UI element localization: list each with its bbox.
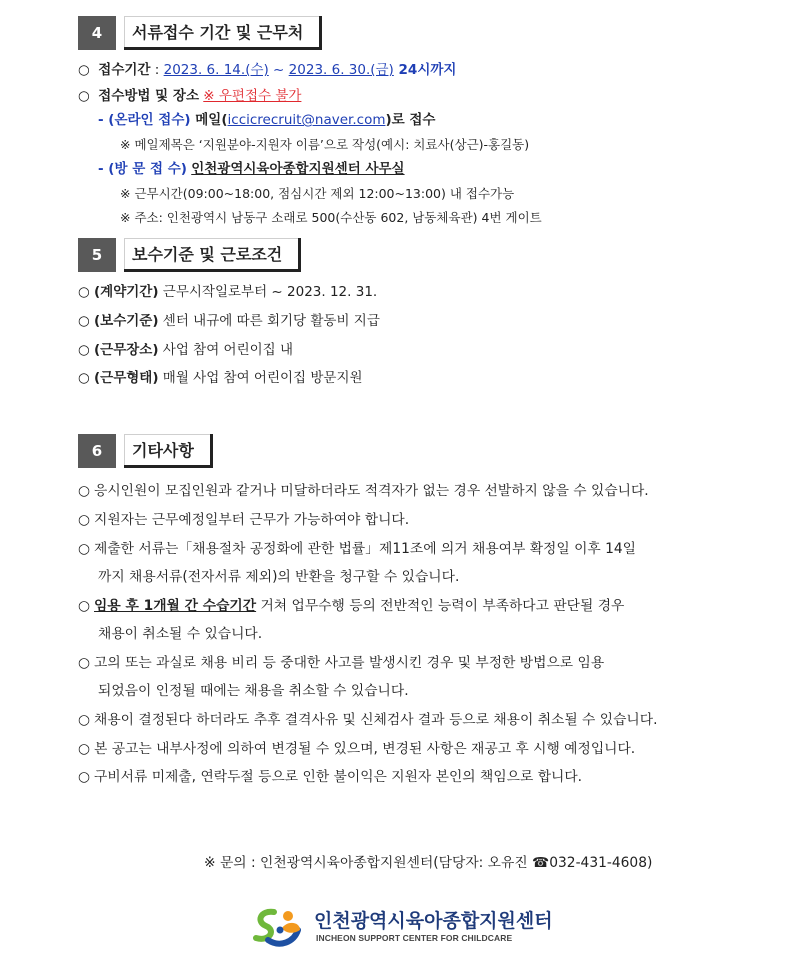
condition-label: (보수기준) bbox=[94, 313, 159, 329]
logo-dot-orange bbox=[283, 911, 293, 921]
period-label: 접수기간 bbox=[98, 62, 151, 78]
logo-name-english: INCHEON SUPPORT CENTER FOR CHILDCARE bbox=[316, 933, 513, 943]
section-number: 4 bbox=[78, 16, 116, 50]
condition-item bbox=[78, 311, 380, 331]
period-end: 2023. 6. 30.(금) bbox=[288, 62, 394, 78]
notice-text: 채용이 결정된다 하더라도 추후 결격사유 및 신체검사 결과 등으로 채용이 취소될 수 있습니다. bbox=[94, 712, 658, 728]
notice-text: 고의 또는 과실로 채용 비리 등 중대한 사고를 발생시킨 경우 및 부정한 방법으로 임용 bbox=[94, 655, 605, 671]
condition-item bbox=[78, 340, 293, 360]
period-end-suffix: 24시까지 bbox=[393, 62, 457, 78]
section-number: 5 bbox=[78, 238, 116, 272]
notice-text: 제출한 서류는「채용절차 공정화에 관한 법률」제11조에 의거 채용여부 확정일 이후 14일 bbox=[94, 541, 636, 557]
bullet: ○ bbox=[78, 313, 90, 329]
period-colon: : bbox=[150, 62, 164, 78]
period-line bbox=[78, 60, 456, 80]
notice-text: 본 공고는 내부사정에 의하여 변경될 수 있으며, 변경된 사항은 재공고 후 시행 예정입니다. bbox=[94, 741, 636, 757]
notice-item bbox=[78, 596, 624, 616]
notice-text-continued: 까지 채용서류(전자서류 제외)의 반환을 청구할 수 있습니다. bbox=[98, 569, 460, 585]
section-title: 서류접수 기간 및 근무처 bbox=[124, 16, 322, 50]
section-4-header bbox=[78, 16, 322, 50]
bullet: ○ bbox=[78, 541, 91, 557]
bullet: ○ bbox=[78, 512, 91, 528]
condition-item bbox=[78, 282, 377, 302]
section-title: 보수기준 및 근로조건 bbox=[124, 238, 301, 272]
condition-label: (근무장소) bbox=[94, 342, 159, 358]
condition-text: 매월 사업 참여 어린이집 방문지원 bbox=[158, 370, 363, 386]
bullet: ○ bbox=[78, 284, 90, 300]
bullet: ○ bbox=[78, 483, 91, 499]
notice-text: 구비서류 미제출, 연락두절 등으로 인한 불이익은 지원자 본인의 책임으로 합니다. bbox=[94, 769, 583, 785]
probation-text: 임용 후 1개월 간 수습기간 bbox=[94, 598, 257, 614]
notice-item bbox=[78, 481, 649, 501]
email-link[interactable]: iccicrecruit@naver.com bbox=[227, 112, 386, 128]
bullet: ○ bbox=[78, 741, 91, 757]
notice-item bbox=[78, 767, 582, 787]
bullet: ○ bbox=[78, 342, 90, 358]
logo-leaf-orange bbox=[282, 923, 300, 933]
method-line bbox=[78, 86, 301, 106]
center-logo bbox=[252, 904, 552, 948]
method-note: ※ 우편접수 불가 bbox=[203, 88, 302, 104]
notice-text: 지원자는 근무예정일부터 근무가 가능하여야 합니다. bbox=[94, 512, 410, 528]
notice-item bbox=[78, 739, 635, 759]
notice-text-continued: 되었음이 인정될 때에는 채용을 취소할 수 있습니다. bbox=[98, 683, 409, 699]
condition-text: 센터 내규에 따른 회기당 활동비 지급 bbox=[158, 313, 380, 329]
period-tilde: ~ bbox=[268, 62, 289, 78]
online-mail-prefix: 메일( bbox=[190, 112, 228, 128]
contact-info: ※ 문의 : 인천광역시육아종합지원센터(담당자: 오유진 ☎032-431-4608) bbox=[204, 855, 653, 871]
visit-line bbox=[98, 159, 405, 179]
logo-name-korean: 인천광역시육아종합지원센터 bbox=[314, 910, 553, 932]
online-label: - (온라인 접수) bbox=[98, 112, 191, 128]
condition-item bbox=[78, 368, 363, 388]
visit-label: - (방 문 접 수) bbox=[98, 161, 187, 177]
condition-text: 사업 참여 어린이집 내 bbox=[158, 342, 294, 358]
visit-place: 인천광역시육아종합지원센터 사무실 bbox=[191, 161, 405, 177]
bullet: ○ bbox=[78, 769, 91, 785]
online-mail-suffix: )로 접수 bbox=[385, 112, 436, 128]
method-label: 접수방법 및 장소 bbox=[98, 88, 199, 104]
period-start: 2023. 6. 14.(수) bbox=[163, 62, 269, 78]
notice-text: 거쳐 업무수행 등의 전반적인 능력이 부족하다고 판단될 경우 bbox=[256, 598, 625, 614]
bullet: ○ bbox=[78, 598, 91, 614]
bullet: ○ bbox=[78, 712, 91, 728]
bullet: ○ bbox=[78, 88, 90, 104]
online-note: ※ 메일제목은 ‘지원분야-지원자 이름’으로 작성(예시: 치료사(상근)-홍길동) bbox=[120, 137, 530, 152]
section-number: 6 bbox=[78, 434, 116, 468]
visit-note-address: ※ 주소: 인천광역시 남동구 소래로 500(수산동 602, 남동체육관) 4번 게이트 bbox=[120, 210, 542, 225]
notice-text-continued: 채용이 취소될 수 있습니다. bbox=[98, 626, 263, 642]
logo-swoosh-green bbox=[256, 912, 274, 939]
condition-label: (근무형태) bbox=[94, 370, 159, 386]
notice-item bbox=[78, 510, 409, 530]
logo-dot-blue bbox=[277, 927, 284, 934]
online-line bbox=[98, 110, 435, 130]
section-5-header bbox=[78, 238, 301, 272]
section-6-header bbox=[78, 434, 213, 468]
notice-item bbox=[78, 710, 657, 730]
notice-text: 응시인원이 모집인원과 같거나 미달하더라도 적격자가 없는 경우 선발하지 않을 수 있습니다. bbox=[94, 483, 649, 499]
bullet: ○ bbox=[78, 62, 90, 78]
notice-item bbox=[78, 653, 604, 673]
bullet: ○ bbox=[78, 655, 91, 671]
visit-note-hours: ※ 근무시간(09:00~18:00, 점심시간 제외 12:00~13:00) 내 접수가능 bbox=[120, 186, 515, 201]
condition-label: (계약기간) bbox=[94, 284, 159, 300]
section-title: 기타사항 bbox=[124, 434, 213, 468]
notice-item bbox=[78, 539, 636, 559]
condition-text: 근무시작일로부터 ~ 2023. 12. 31. bbox=[158, 284, 378, 300]
bullet: ○ bbox=[78, 370, 90, 386]
logo-mark-icon bbox=[252, 904, 306, 948]
